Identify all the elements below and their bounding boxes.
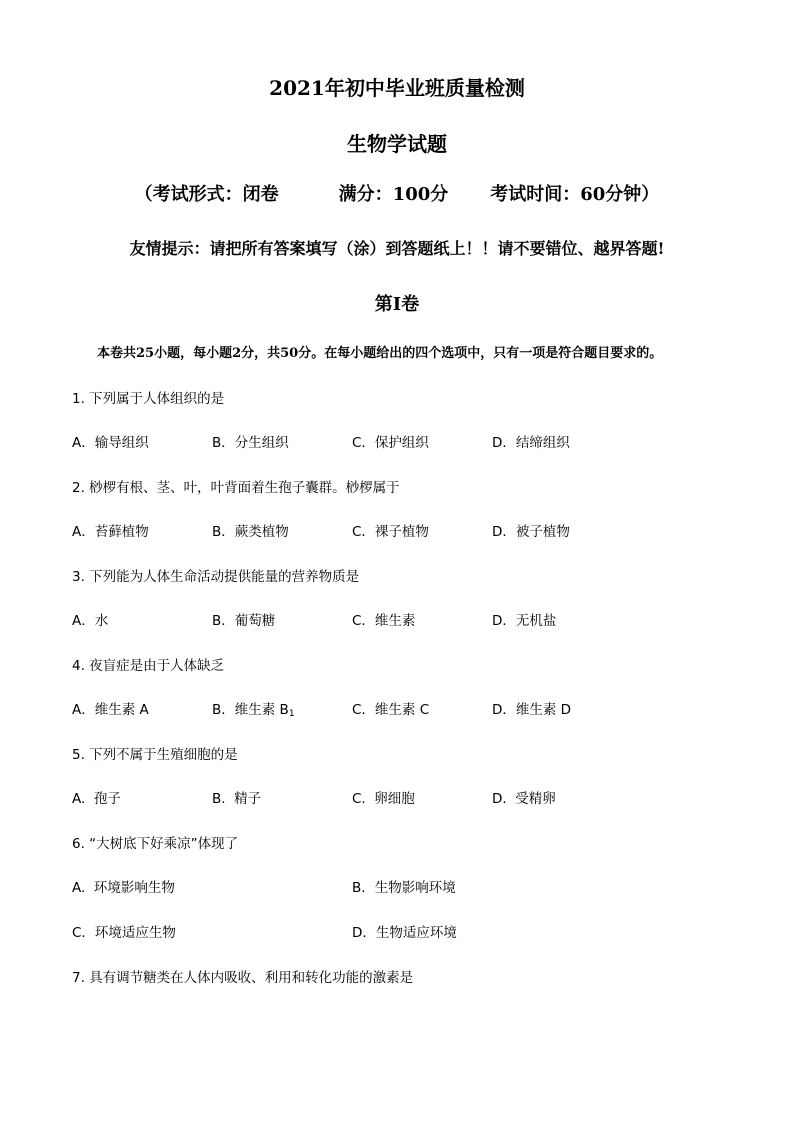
- option-a: A．维生素 A: [72, 702, 149, 718]
- option-d: D．无机盐: [492, 613, 557, 629]
- option-c: C．环境适应生物: [72, 925, 176, 941]
- option-a: A．水: [72, 613, 109, 629]
- option-a: A．苔藓植物: [72, 524, 149, 540]
- option-d: D．生物适应环境: [352, 925, 457, 941]
- question-stem: 7. 具有调节糖类在人体内吸收、利用和转化功能的激素是: [72, 970, 414, 986]
- exam-info: [0, 180, 794, 206]
- option-c: C．裸子植物: [352, 524, 429, 540]
- option-b: [212, 698, 295, 719]
- exam-title: 2021年初中毕业班质量检测: [269, 76, 525, 100]
- section-title: 第I卷: [374, 294, 420, 315]
- question-stem: 3. 下列能为人体生命活动提供能量的营养物质是: [72, 569, 360, 585]
- option-d: D．被子植物: [492, 524, 570, 540]
- question-stem: 2. 桫椤有根、茎、叶，叶背面着生孢子囊群。桫椤属于: [72, 480, 400, 496]
- option-b: B．葡萄糖: [212, 613, 276, 629]
- option-b-subscript: 1: [288, 709, 295, 719]
- instructions: 本卷共25小题，每小题2分，共50分。在每小题给出的四个选项中，只有一项是符合题目要求的。: [97, 346, 663, 361]
- option-b: B. 精子: [212, 791, 262, 807]
- option-c: C．维生素: [352, 613, 416, 629]
- option-a: A．输导组织: [72, 435, 149, 451]
- option-a: A. 环境影响生物: [72, 880, 175, 896]
- option-d: D．结缔组织: [492, 435, 570, 451]
- option-b: B．生物影响环境: [352, 880, 456, 896]
- reminder: 友情提示：请把所有答案填写（涂）到答题纸上！！请不要错位、越界答题!: [129, 239, 665, 258]
- option-c: C．维生素 C: [352, 702, 430, 718]
- question-stem: 6. “大树底下好乘凉”体现了: [72, 836, 239, 852]
- question-stem: 4. 夜盲症是由于人体缺乏: [72, 658, 225, 674]
- option-b: B．蕨类植物: [212, 524, 289, 540]
- question-stem: 1. 下列属于人体组织的是: [72, 391, 225, 407]
- subject-title: 生物学试题: [347, 132, 447, 156]
- exam-time: 考试时间：60分钟）: [490, 184, 660, 205]
- option-b: B．分生组织: [212, 435, 289, 451]
- question-stem: 5. 下列不属于生殖细胞的是: [72, 747, 238, 763]
- option-d: D．维生素 D: [492, 702, 572, 718]
- option-d: D. 受精卵: [492, 791, 556, 807]
- option-c: C．保护组织: [352, 435, 429, 451]
- option-b-text: B．维生素 B: [212, 702, 289, 718]
- option-a: A. 孢子: [72, 791, 121, 807]
- full-score: 满分：100分: [338, 184, 449, 205]
- exam-form: （考试形式：闭卷: [134, 184, 279, 205]
- option-c: C. 卵细胞: [352, 791, 415, 807]
